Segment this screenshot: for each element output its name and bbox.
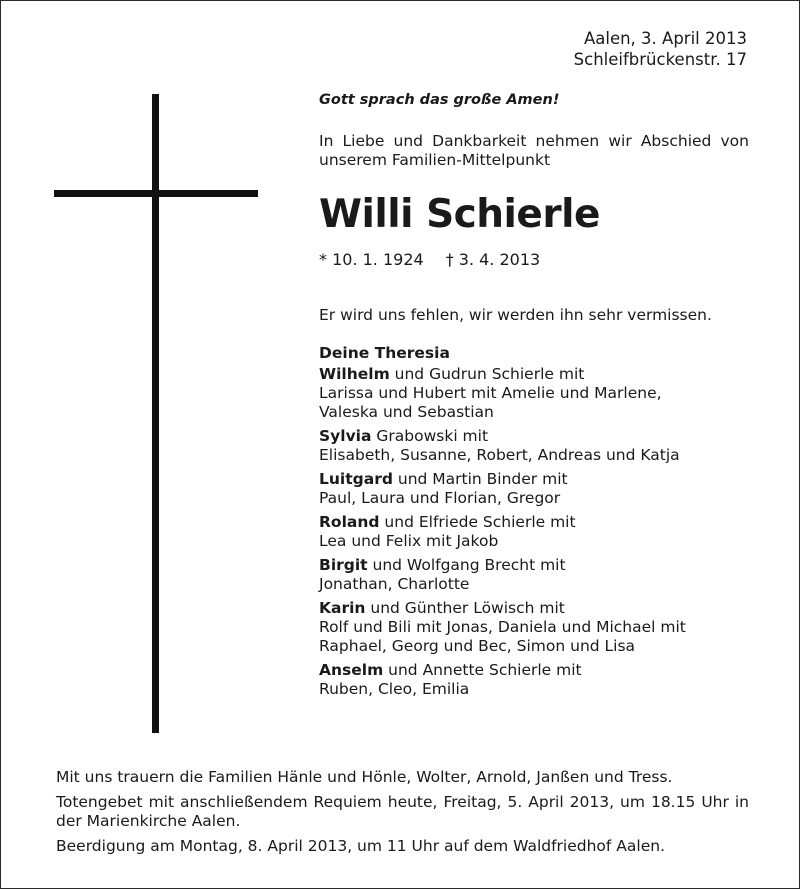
birth-date: * 10. 1. 1924 <box>319 250 424 269</box>
burial-text: Beerdigung am Montag, 8. April 2013, um 11 Uhr auf dem Waldfriedhof Aalen. <box>56 837 665 855</box>
address: Schleifbrückenstr. 17 <box>573 50 747 69</box>
place-date: Aalen, 3. April 2013 <box>583 29 747 48</box>
family-lead <box>319 365 749 384</box>
requiem-text: Totengebet mit anschließendem Requiem heute, Freitag, 5. April 2013, um 18.15 Uhr in der Marienkirche Aalen. <box>56 793 749 830</box>
family-member-name: Karin <box>319 599 366 617</box>
intro-text: In Liebe und Dankbarkeit nehmen wir Abschied von unserem Familien-Mittelpunkt <box>319 132 749 169</box>
main-text <box>319 91 749 704</box>
family-group <box>319 470 749 508</box>
family-group <box>319 365 749 422</box>
family-line: Ruben, Cleo, Emilia <box>319 680 470 698</box>
cross-icon-horizontal-bar <box>54 190 258 197</box>
death-date: † 3. 4. 2013 <box>445 250 541 269</box>
family-lead-rest: und Wolfgang Brecht mit <box>367 556 566 574</box>
family-lead <box>319 513 749 532</box>
family-group <box>319 513 749 551</box>
family-line: Rolf und Bili mit Jonas, Daniela und Michael mit <box>319 618 686 636</box>
family-line: Raphael, Georg und Bec, Simon und Lisa <box>319 637 636 655</box>
family-lead <box>319 556 749 575</box>
family-line: Valeska und Sebastian <box>319 403 494 421</box>
family-group <box>319 599 749 656</box>
family-group <box>319 556 749 594</box>
family-group <box>319 427 749 465</box>
header <box>574 28 747 70</box>
family-lead-rest: Grabowski mit <box>371 427 489 445</box>
family-line: Paul, Laura und Florian, Gregor <box>319 489 561 507</box>
family-member-name: Birgit <box>319 556 368 574</box>
family-line: Jonathan, Charlotte <box>319 575 470 593</box>
mourners-text: Mit uns trauern die Familien Hänle und Hönle, Wolter, Arnold, Janßen und Tress. <box>56 768 673 786</box>
family-member-name: Anselm <box>319 661 384 679</box>
family-lead <box>319 470 749 489</box>
family-member-name: Luitgard <box>319 470 393 488</box>
spouse-name: Deine Theresia <box>319 344 450 362</box>
family-lead-rest: und Martin Binder mit <box>392 470 568 488</box>
family-lead-rest: und Annette Schierle mit <box>383 661 582 679</box>
family-member-name: Roland <box>319 513 380 531</box>
life-dates <box>319 250 749 269</box>
family-list <box>319 365 749 699</box>
family-lead <box>319 661 749 680</box>
family-lead-rest: und Gudrun Schierle mit <box>389 365 585 383</box>
closing-text: Er wird uns fehlen, wir werden ihn sehr vermissen. <box>319 306 712 324</box>
family-line: Elisabeth, Susanne, Robert, Andreas und Katja <box>319 446 680 464</box>
motto: Gott sprach das große Amen! <box>319 92 560 108</box>
family-lead-rest: und Elfriede Schierle mit <box>379 513 576 531</box>
family-line: Larissa und Hubert mit Amelie und Marlene, <box>319 384 662 402</box>
deceased-name: Willi Schierle <box>319 192 600 237</box>
family-lead-rest: und Günther Löwisch mit <box>365 599 565 617</box>
family-member-name: Wilhelm <box>319 365 390 383</box>
family-lead <box>319 427 749 446</box>
family-member-name: Sylvia <box>319 427 372 445</box>
footer <box>56 768 749 862</box>
family-line: Lea und Felix mit Jakob <box>319 532 499 550</box>
family-group <box>319 661 749 699</box>
family-lead <box>319 599 749 618</box>
